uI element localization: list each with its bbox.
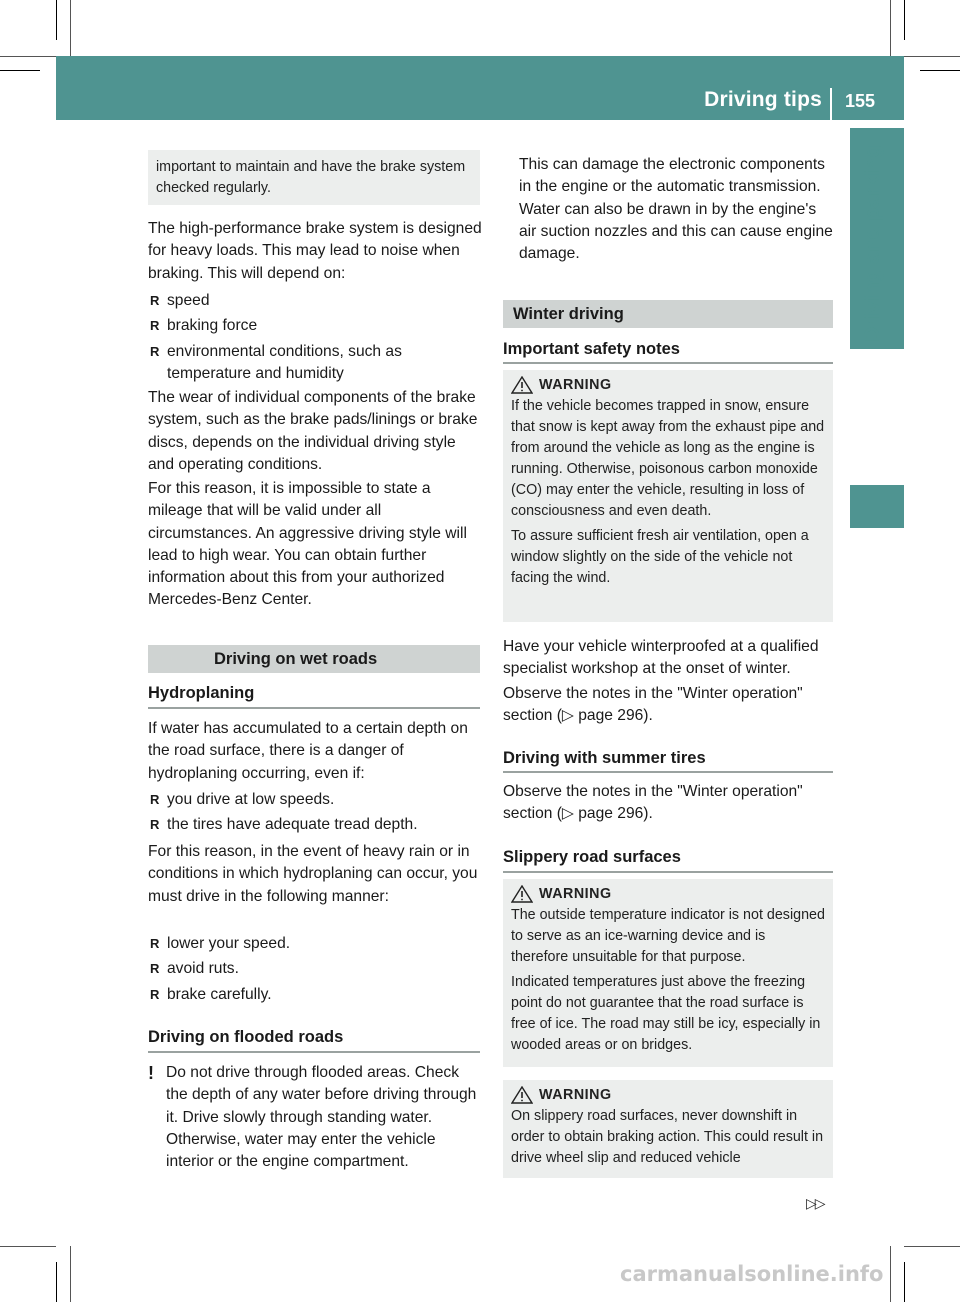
bullet-list: [150, 290, 480, 385]
crop-mark: [0, 1246, 56, 1247]
hydro-paragraph: If water has accumulated to a certain depth on the road surface, there is a danger of hydroplaning occurring, even if:: [148, 720, 468, 782]
subheading-rule: [503, 362, 833, 364]
warning-header: [511, 376, 825, 394]
caution-note: [148, 1062, 482, 1173]
crop-mark: [904, 56, 960, 57]
warning-box: [503, 879, 833, 1067]
exclamation-icon: !: [148, 1063, 154, 1083]
crop-mark: [56, 0, 57, 40]
warning-text: To assure sufficient fresh air ventilation, open a window slightly on the side of the vehicle not facing the wind.: [511, 528, 809, 586]
list-item: R avoid ruts.: [150, 958, 480, 980]
crop-mark: [56, 1262, 57, 1302]
crop-mark: [70, 1246, 71, 1302]
subheading-rule: [503, 871, 833, 873]
list-item: R speed: [150, 290, 480, 312]
bullet-list: [150, 789, 480, 837]
header-separator: [830, 88, 832, 120]
subheading: Driving with summer tires: [503, 749, 706, 767]
warning-label: WARNING: [539, 377, 612, 393]
page-number: 155: [845, 91, 876, 111]
warning-label: WARNING: [539, 1087, 612, 1103]
crop-mark: [0, 56, 56, 57]
page-reference[interactable]: Observe the notes in the "Winter operation" section (▷ page 296).: [503, 685, 803, 725]
paragraph: [519, 154, 837, 265]
list-item: R you drive at low speeds.: [150, 789, 480, 811]
warning-label: WARNING: [539, 886, 612, 902]
subheading-rule: [503, 771, 833, 773]
crop-mark: [904, 1246, 960, 1247]
crop-mark: [904, 0, 905, 40]
list-item: R environmental conditions, such as temperature and humidity: [150, 341, 480, 386]
paragraph: [503, 781, 837, 826]
crop-mark: [890, 0, 891, 56]
paragraph: [148, 218, 482, 285]
warning-box: [503, 370, 833, 622]
crop-mark: [920, 70, 960, 71]
subheading: Important safety notes: [503, 340, 680, 358]
warning-text: The outside temperature indicator is not designed to serve as an ice-warning device and is therefore unsuitable for that purpose.: [511, 907, 825, 965]
continuation-arrow-icon: ▷▷: [806, 1195, 824, 1211]
mileage-paragraph: For this reason, it is impossible to state a mileage that will be valid under all circumstances. An aggressive driving style will lead to high wear. You can obtain further information about this from your authorized Mercedes-Benz Center.: [148, 480, 467, 609]
paragraph: [148, 387, 482, 476]
bullet-list: [150, 933, 480, 1006]
list-item: R brake carefully.: [150, 984, 480, 1006]
warning-text: If the vehicle becomes trapped in snow, ensure that snow is kept away from the exhaust pipe and from around the vehicle as long as the engine is running. Otherwise, poisonous carbon monoxide (CO) may enter the vehicle, resulting in loss of consciousness and even death.: [511, 398, 825, 519]
brake-paragraph: The high-performance brake system is designed for heavy loads. This may lead to noise when braking. This will depend on:: [148, 220, 482, 282]
paragraph: [148, 841, 482, 908]
warning-header: [511, 1086, 825, 1104]
list-item: R the tires have adequate tread depth.: [150, 814, 480, 836]
warning-triangle-icon: [511, 885, 533, 903]
warning-text: Indicated temperatures just above the freezing point do not guarantee that the road surface is free of ice. The road may still be icy, especially in wooded areas or on bridges.: [511, 974, 821, 1053]
engine-damage-paragraph: This can damage the electronic components in the engine or the automatic transmission. Water can also be drawn in by the engine's air suction nozzles and this can cause engine damage.: [519, 156, 833, 263]
caution-text: Do not drive through flooded areas. Check the depth of any water before driving through it. Drive slowly through standing water. Otherwise, water may enter the vehicle interior or the engine compartment.: [166, 1064, 477, 1171]
top-note-text: important to maintain and have the brake system checked regularly.: [156, 159, 466, 196]
chapter-tab-marker: [850, 485, 904, 528]
watermark: carmanualsonline.info: [620, 1262, 884, 1286]
paragraph: [503, 636, 837, 681]
list-item: R lower your speed.: [150, 933, 480, 955]
section-heading: Driving on wet roads: [148, 645, 480, 673]
top-note-box: [148, 150, 480, 205]
page-reference[interactable]: Observe the notes in the "Winter operation" section (▷ page 296).: [503, 783, 803, 823]
crop-mark: [904, 1262, 905, 1302]
warning-header: [511, 885, 825, 903]
subheading: Slippery road surfaces: [503, 848, 681, 866]
warning-text: On slippery road surfaces, never downshift in order to obtain braking action. This could result in drive wheel slip and reduced vehicle: [511, 1108, 824, 1166]
warning-triangle-icon: [511, 376, 533, 394]
heavy-rain-paragraph: For this reason, in the event of heavy rain or in conditions in which hydroplaning can occur, you must drive in the following manner:: [148, 843, 478, 905]
wear-paragraph: The wear of individual components of the brake system, such as the brake pads/linings or brake discs, depends on the individual driving style and operating conditions.: [148, 389, 478, 473]
header-title: Driving tips: [704, 88, 822, 111]
warning-box: [503, 1080, 833, 1178]
subheading-rule: [148, 707, 480, 709]
list-item: R braking force: [150, 315, 480, 337]
crop-mark: [890, 1246, 891, 1302]
paragraph: [148, 478, 482, 612]
section-heading: Winter driving: [503, 300, 833, 328]
subheading-rule: [148, 1051, 480, 1053]
subheading: Driving on flooded roads: [148, 1028, 344, 1046]
subheading: Hydroplaning: [148, 684, 255, 702]
winterproof-paragraph: Have your vehicle winterproofed at a qualified specialist workshop at the onset of winter.: [503, 638, 819, 678]
paragraph: [503, 683, 837, 728]
chapter-tab-label: Driving and parking: [861, 144, 884, 342]
paragraph: [148, 718, 482, 785]
warning-triangle-icon: [511, 1086, 533, 1104]
crop-mark: [0, 70, 40, 71]
crop-mark: [70, 0, 71, 56]
